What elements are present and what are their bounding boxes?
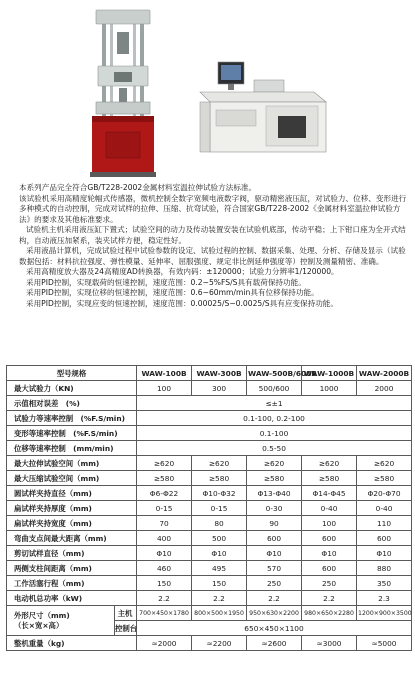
table-cell: 500/600 bbox=[247, 381, 302, 396]
table-cell: Φ10-Φ32 bbox=[192, 486, 247, 501]
table-row bbox=[7, 456, 412, 471]
table-cell: ≥620 bbox=[247, 456, 302, 471]
table-cell: 110 bbox=[357, 516, 412, 531]
table-cell: 圆试样夹持直径（mm) bbox=[7, 486, 137, 501]
table-cell: 90 bbox=[247, 516, 302, 531]
table-row bbox=[7, 426, 412, 441]
table-cell: 2.2 bbox=[247, 591, 302, 606]
table-cell: 工作活塞行程（mm) bbox=[7, 576, 137, 591]
product-description bbox=[19, 183, 409, 309]
table-cell: ≥580 bbox=[192, 471, 247, 486]
table-cell: ≥580 bbox=[137, 471, 192, 486]
table-cell: 0-40 bbox=[357, 501, 412, 516]
control-console-image bbox=[196, 58, 330, 158]
table-cell: ≈5000 bbox=[357, 636, 412, 651]
table-row bbox=[7, 501, 412, 516]
table-cell: ≥580 bbox=[357, 471, 412, 486]
table-cell: 剪切试样直径（mm) bbox=[7, 546, 137, 561]
table-cell: 最大拉伸试验空间（mm) bbox=[7, 456, 137, 471]
product-photos bbox=[0, 0, 415, 178]
table-cell: ≈2200 bbox=[192, 636, 247, 651]
table-cell: 扁试样夹持厚度（mm) bbox=[7, 501, 137, 516]
table-cell: 250 bbox=[302, 576, 357, 591]
table-cell: 800×500×1950 bbox=[192, 606, 247, 621]
table-cell: 两侧支柱间距离（mm) bbox=[7, 561, 137, 576]
table-row bbox=[7, 591, 412, 606]
table-cell: 0-15 bbox=[192, 501, 247, 516]
table-row bbox=[7, 576, 412, 591]
table-cell: ≥580 bbox=[247, 471, 302, 486]
table-cell: 600 bbox=[247, 531, 302, 546]
table-row bbox=[7, 561, 412, 576]
table-cell: Φ10 bbox=[137, 546, 192, 561]
table-row-dimensions-host bbox=[7, 606, 412, 621]
table-cell: 2000 bbox=[357, 381, 412, 396]
table-cell: 950×630×2200 bbox=[247, 606, 302, 621]
table-cell: ≥620 bbox=[302, 456, 357, 471]
table-cell: 150 bbox=[192, 576, 247, 591]
desc-line-sensor: 该试验机采用高精度轮幅式传感器，微机控制全数字宽频电液数字阀，驱动精密液压缸，对试验力、位移、变形进行多种模式的自动控制，完成对试样的拉伸、压缩、抗弯试验，符合国家GB/T228-2002《金属材料室温拉伸试验方法》的要求及其他标准要求。 bbox=[19, 193, 407, 224]
desc-line-host: 试验机主机采用液压缸下置式；试验空间的动力及传动装置安装在试验机底部，传动平稳；上下钳口座为全开式结构，自动液压加紧系，装夹试样方便，稳定性好。 bbox=[19, 225, 406, 245]
table-header-cell: WAW-100B bbox=[137, 366, 192, 381]
table-cell: 主机 bbox=[115, 606, 137, 621]
table-cell: 400 bbox=[137, 531, 192, 546]
desc-line-standard: 本系列产品完全符合GB/T228-2002金属材料室温拉伸试验方法标准。 bbox=[19, 183, 257, 192]
table-cell: Φ20-Φ70 bbox=[357, 486, 412, 501]
table-cell: 980×650×2280 bbox=[302, 606, 357, 621]
table-cell: 弯曲支点间最大距离（mm) bbox=[7, 531, 137, 546]
table-cell: ≥620 bbox=[137, 456, 192, 471]
table-row bbox=[7, 381, 412, 396]
table-cell: 最大压缩试验空间（mm) bbox=[7, 471, 137, 486]
table-cell: 650×450×1100 bbox=[137, 621, 412, 636]
table-cell: Φ10 bbox=[192, 546, 247, 561]
table-cell: 0-40 bbox=[302, 501, 357, 516]
table-row bbox=[7, 411, 412, 426]
table-cell: 250 bbox=[247, 576, 302, 591]
table-cell: 80 bbox=[192, 516, 247, 531]
table-cell: 495 bbox=[192, 561, 247, 576]
desc-line-pid-displacement: 采用PID控制，实现位移的恒速控制，速度范围：0.6~60mm/min具有位移保持功能。 bbox=[26, 288, 319, 297]
table-cell: 1000 bbox=[302, 381, 357, 396]
table-cell: 示值相对误差 (%) bbox=[7, 396, 137, 411]
table-cell: 位移等速率控制 (mm/min) bbox=[7, 441, 137, 456]
table-row-weight bbox=[7, 636, 412, 651]
table-cell: ≥580 bbox=[302, 471, 357, 486]
table-cell: ≈2600 bbox=[247, 636, 302, 651]
table-cell: 460 bbox=[137, 561, 192, 576]
table-cell: 1200×900×3500 bbox=[357, 606, 412, 621]
table-cell: 0-15 bbox=[137, 501, 192, 516]
table-cell: 880 bbox=[357, 561, 412, 576]
table-cell: Φ10 bbox=[357, 546, 412, 561]
table-header-cell: WAW-300B bbox=[192, 366, 247, 381]
table-cell: Φ10 bbox=[247, 546, 302, 561]
table-header-row bbox=[7, 366, 412, 381]
table-cell: ≈2000 bbox=[137, 636, 192, 651]
table-cell: ≥620 bbox=[192, 456, 247, 471]
table-header-cell: 型号规格 bbox=[7, 366, 137, 381]
table-header-cell: WAW-2000B bbox=[357, 366, 412, 381]
table-cell: 0-30 bbox=[247, 501, 302, 516]
table-cell: 100 bbox=[137, 381, 192, 396]
desc-line-computer: 采用液晶计算机，完成试验过程中试验参数的设定、试验过程的控制、数据采集、处理、分析、存储及显示（试验数据包括：材料抗拉强度、弹性模量、延伸率、屈服强度、规定非比例延伸强度等）控制及测量精密、准确。 bbox=[19, 246, 406, 266]
table-cell: ≈3000 bbox=[302, 636, 357, 651]
spec-table bbox=[6, 365, 412, 651]
table-cell: 外形尺寸（mm) （长×宽×高） bbox=[7, 606, 115, 636]
table-row bbox=[7, 546, 412, 561]
table-cell: 2.2 bbox=[137, 591, 192, 606]
table-cell: 350 bbox=[357, 576, 412, 591]
table-row bbox=[7, 471, 412, 486]
table-cell: 扁试样夹持宽度（mm) bbox=[7, 516, 137, 531]
table-row bbox=[7, 531, 412, 546]
table-cell: 570 bbox=[247, 561, 302, 576]
table-cell: 2.2 bbox=[192, 591, 247, 606]
table-cell: 最大试验力（KN) bbox=[7, 381, 137, 396]
table-cell: ≤±1 bbox=[137, 396, 412, 411]
table-row bbox=[7, 486, 412, 501]
table-cell: 100 bbox=[302, 516, 357, 531]
table-cell: 2.3 bbox=[357, 591, 412, 606]
table-row bbox=[7, 441, 412, 456]
table-cell: Φ6-Φ22 bbox=[137, 486, 192, 501]
table-cell: 整机重量（kg) bbox=[7, 636, 137, 651]
testing-machine-image bbox=[88, 4, 158, 178]
desc-line-amplifier: 采用高精度放大器及24高精度AD转换器，有效内码：±120000；试验力分辨率1/120000。 bbox=[26, 267, 339, 276]
table-row bbox=[7, 516, 412, 531]
table-cell: ≥620 bbox=[357, 456, 412, 471]
table-cell: 500 bbox=[192, 531, 247, 546]
table-row bbox=[7, 396, 412, 411]
table-cell: 600 bbox=[302, 561, 357, 576]
table-cell: 2.2 bbox=[302, 591, 357, 606]
table-cell: 0.1-100 bbox=[137, 426, 412, 441]
desc-line-pid-strain: 采用PID控制，实现应变的恒速控制，速度范围：0.00025/S~0.0025/S具有应变保持功能。 bbox=[26, 298, 338, 308]
table-cell: Φ13-Φ40 bbox=[247, 486, 302, 501]
table-cell: 600 bbox=[302, 531, 357, 546]
table-cell: Φ14-Φ45 bbox=[302, 486, 357, 501]
desc-line-pid-load: 采用PID控制，实现载荷的恒速控制，速度范围：0.2~5%FS/S具有载荷保持功能。 bbox=[26, 277, 306, 287]
table-cell: 电动机总功率（kW) bbox=[7, 591, 137, 606]
table-cell: 600 bbox=[357, 531, 412, 546]
table-cell: Φ10 bbox=[302, 546, 357, 561]
table-header-cell: WAW-500B/600B bbox=[247, 366, 302, 381]
table-cell: 0.5-50 bbox=[137, 441, 412, 456]
table-cell: 300 bbox=[192, 381, 247, 396]
table-cell: 变形等速率控制 (%F.S/min) bbox=[7, 426, 137, 441]
table-cell: 控制台 bbox=[115, 621, 137, 636]
table-cell: 试验力等速率控制 (%F.S/min) bbox=[7, 411, 137, 426]
table-cell: 70 bbox=[137, 516, 192, 531]
table-cell: 700×450×1780 bbox=[137, 606, 192, 621]
table-header-cell: WAW-1000B bbox=[302, 366, 357, 381]
table-cell: 150 bbox=[137, 576, 192, 591]
table-cell: 0.1-100, 0.2-100 bbox=[137, 411, 412, 426]
